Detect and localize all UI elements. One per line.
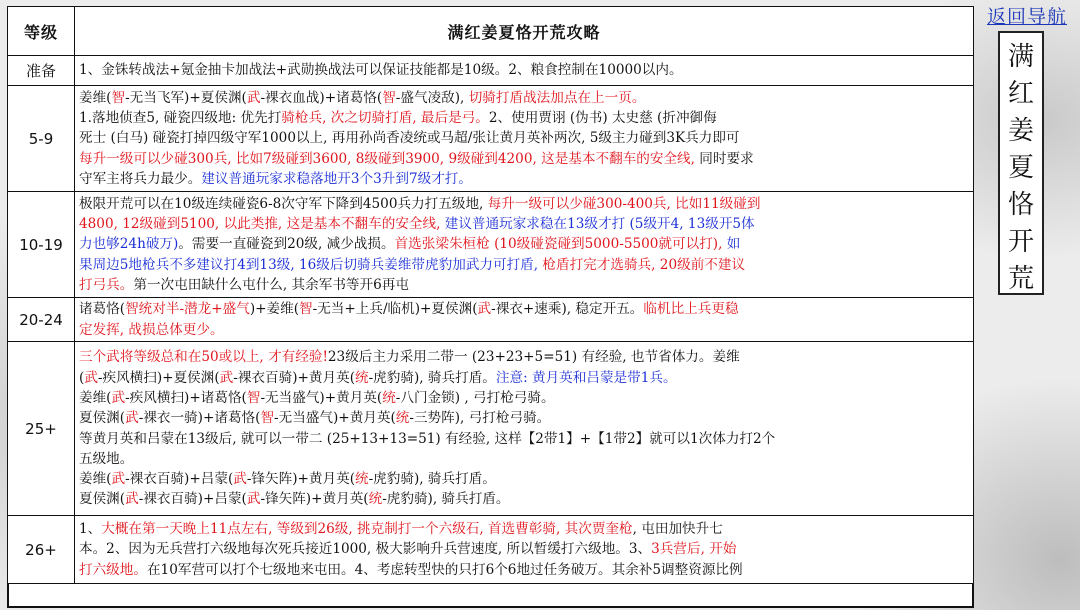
highlight-red: 3兵营后, 开始 <box>651 541 737 558</box>
text-segment: -无当盛气)+黄月英( <box>260 389 383 406</box>
highlight-blue: 注意: 黄月英和吕蒙是带1兵。 <box>495 369 677 386</box>
text-segment: 等黄月英和吕蒙在13级后, 就可以一带二 (25+13+13=51) 有经验, 这样【2带1】+【1带2】就可以1次体力打2个 <box>79 430 776 447</box>
vertical-title <box>998 31 1044 295</box>
text-segment: -裸衣+速乘), 稳定开五。 <box>491 301 644 318</box>
table-header-row <box>8 7 974 56</box>
text-segment: -盛气凌敌), <box>395 89 469 106</box>
text-segment: -裸衣百骑)+黄月英( <box>233 369 355 386</box>
table-row <box>8 298 974 342</box>
row-level: 26+ <box>8 516 75 584</box>
highlight-red: 智 <box>111 89 126 106</box>
highlight-blue: 果周边5地枪兵不多建议打4到13级, 16级后切骑兵姜维带虎豹加武力可打盾, <box>79 256 543 273</box>
text-segment: -裸衣一骑)+诸葛恪( <box>138 410 261 427</box>
text-segment: 1、 <box>79 521 102 538</box>
text-segment: 极限开荒可以在10级连续碰瓷6-8次守军下降到4500兵力打五级地, <box>79 195 488 212</box>
title-char: 夏 <box>1007 153 1034 183</box>
table-body <box>8 56 974 584</box>
highlight-blue: 力也够24h破万) <box>79 236 179 253</box>
title-char: 姜 <box>1007 116 1034 146</box>
text-segment: -虎豹骑), 骑兵打盾。 <box>382 491 510 508</box>
text-segment: )+姜维( <box>249 301 300 318</box>
text-line <box>79 347 969 367</box>
highlight-red: 统 <box>395 410 410 427</box>
text-line <box>79 368 969 388</box>
text-line <box>79 539 969 559</box>
text-line <box>79 275 969 295</box>
highlight-red: 打六级地。 <box>79 561 147 578</box>
table-row <box>8 516 974 584</box>
row-level: 20-24 <box>8 298 75 342</box>
highlight-red: 临机比上兵更稳 <box>643 301 739 318</box>
text-line <box>79 449 969 469</box>
text-line <box>79 234 969 254</box>
text-segment: 姜维( <box>79 389 112 406</box>
highlight-red: 武 <box>84 369 98 386</box>
title-char: 红 <box>1007 79 1034 109</box>
text-segment: -三势阵), 弓打枪弓骑。 <box>409 410 551 427</box>
row-content <box>75 192 974 298</box>
highlight-red: 武 <box>219 369 234 386</box>
highlight-red: 武 <box>125 491 139 508</box>
highlight-red: 统 <box>368 491 383 508</box>
text-segment: -裸衣百骑)+吕蒙( <box>138 491 247 508</box>
highlight-red: 切骑打盾战法加点在上一页。 <box>468 89 646 106</box>
text-segment: -疾风横扫)+诸葛恪( <box>125 389 247 406</box>
text-line <box>79 194 969 214</box>
highlight-red: 武 <box>477 301 492 318</box>
highlight-red: 大概在第一天晚上11点左右, 等级到26级, 挑克制打一个六级石, 首选曹彰骑, 其次贾奎枪 <box>101 521 633 538</box>
text-line <box>79 519 969 539</box>
text-segment: ( <box>79 369 85 386</box>
table-row <box>8 86 974 192</box>
highlight-red: 武 <box>111 389 126 406</box>
text-segment: -疾风横扫)+夏侯渊( <box>97 369 220 386</box>
text-segment: 。需要一直碰瓷到20级, 减少战损。 <box>178 236 395 253</box>
text-segment: 诸葛恪( <box>79 301 126 318</box>
text-line <box>79 214 969 234</box>
row-content <box>75 516 974 584</box>
title-char: 恪 <box>1007 190 1034 220</box>
text-line <box>79 560 969 580</box>
highlight-red: 武 <box>111 471 126 488</box>
table-row <box>8 192 974 298</box>
highlight-blue: 建议普通玩家求稳在13级才打 (5级开4, 13级开5体 <box>444 216 755 233</box>
highlight-blue: 如 <box>726 236 741 253</box>
text-segment: 本。2、因为无兵营打六级地每次死兵接近1000, 极大影响升兵营速度, 所以暂缓打六级地。3、 <box>79 541 652 558</box>
highlight-red: 每升一级可以少碰300兵, 比如7级碰到3600, 8级碰到3900, 9级碰到4200, 这是基本不翻车的安全线, <box>79 150 700 167</box>
title-char: 开 <box>1007 227 1034 257</box>
highlight-red: 统 <box>382 389 396 406</box>
highlight-red: 统 <box>355 471 369 488</box>
title-char: 荒 <box>1007 264 1034 294</box>
header-level: 等级 <box>8 7 75 56</box>
highlight-red: 智 <box>246 389 261 406</box>
text-segment: 姜维( <box>79 89 112 106</box>
text-line <box>79 108 969 128</box>
text-line <box>79 489 969 509</box>
text-segment: 同时要求 <box>699 150 754 167</box>
text-segment: 五级地。 <box>79 450 134 467</box>
text-segment: 1.落地侦查5, 碰瓷四级地: 优先打 <box>79 110 282 127</box>
text-segment: 守军主将兵力最少。 <box>79 170 202 187</box>
row-level: 10-19 <box>8 192 75 298</box>
text-line <box>79 388 969 408</box>
row-level: 5-9 <box>8 86 75 192</box>
text-line <box>79 469 969 489</box>
text-segment: 死士 (白马) 碰瓷打掉四级守军1000以上, 再用孙尚香凌统或马超/张让黄月英补两次, 5级主力碰到3K兵力即可 <box>79 130 740 147</box>
text-segment: -八门金锁) , 弓打枪弓骑。 <box>395 389 555 406</box>
text-segment: 姜维( <box>79 471 112 488</box>
highlight-red: 打弓兵。 <box>79 276 134 293</box>
highlight-red: 统 <box>355 369 369 386</box>
header-title: 满红姜夏恪开荒攻略 <box>75 7 974 56</box>
highlight-red: 每升一级可以少碰300-400兵, 比如11级碰到 <box>487 195 761 212</box>
table-row <box>8 342 974 516</box>
highlight-red: 智 <box>260 410 275 427</box>
text-segment: , 屯田加快升七 <box>632 521 723 538</box>
highlight-red: 首选张梁朱桓枪 (10级碰瓷碰到5000-5500就可以打), <box>394 236 727 253</box>
text-segment: -锋矢阵)+黄月英( <box>260 491 369 508</box>
highlight-red: 三个武将等级总和在50或以上, 才有经验! <box>79 349 328 366</box>
text-line <box>79 299 969 319</box>
text-segment: -无当盛气)+黄月英( <box>274 410 396 427</box>
text-segment: -无当飞军)+夏侯渊( <box>125 89 247 106</box>
text-segment: 夏侯渊( <box>79 491 126 508</box>
text-segment: 1、金铢转战法+氪金抽卡加战法+武勋换战法可以保证技能都是10级。2、粮食控制在10000以内。 <box>79 62 683 79</box>
row-content <box>75 298 974 342</box>
text-line <box>79 169 969 189</box>
text-segment: 第一次屯田缺什么屯什么, 其余军书等开6再屯 <box>133 276 409 293</box>
strategy-table <box>7 6 974 584</box>
text-line <box>79 429 969 449</box>
highlight-red: 智 <box>299 301 313 318</box>
text-segment: -虎豹骑), 骑兵打盾。 <box>368 369 496 386</box>
highlight-red: 4800, 12级碰到5100, 以此类推, 这是基本不翻车的安全线, <box>79 216 445 233</box>
text-segment: 2、使用贾诩 (伪书) 太史慈 (折冲御侮 <box>488 110 717 127</box>
highlight-blue: 建议普通玩家求稳落地开3个3升到7级才打。 <box>201 170 472 187</box>
text-line <box>79 255 969 275</box>
text-segment: -锋矢阵)+黄月英( <box>246 471 355 488</box>
highlight-red: 武 <box>233 471 247 488</box>
text-segment: 夏侯渊( <box>79 410 126 427</box>
highlight-red: 武 <box>125 410 139 427</box>
row-level: 25+ <box>8 342 75 516</box>
text-segment: 在10军营可以打个七级地来屯田。4、考虑转型快的只打6个6地过任务破万。其余补5调整资源比例 <box>146 561 743 578</box>
text-line <box>79 149 969 169</box>
text-segment: 23级后主力采用二带一 (23+23+5=51) 有经验, 也节省体力。姜维 <box>327 349 740 366</box>
text-line <box>79 88 969 108</box>
row-level: 准备 <box>8 56 75 86</box>
text-line <box>79 408 969 428</box>
text-segment: -无当+上兵/临机)+夏侯渊( <box>312 301 478 318</box>
highlight-red: 定发挥, 战损总体更少。 <box>79 321 224 338</box>
back-to-nav-link[interactable]: 返回导航 <box>986 6 1067 28</box>
text-line <box>79 60 969 80</box>
text-line <box>79 128 969 148</box>
row-content <box>75 342 974 516</box>
highlight-red: 武 <box>246 89 261 106</box>
text-segment: -裸衣血战)+诸葛恪( <box>260 89 383 106</box>
highlight-red: 武 <box>246 491 261 508</box>
text-segment: -虎豹骑), 骑兵打盾。 <box>368 471 496 488</box>
text-line <box>79 320 969 340</box>
highlight-red: 智 <box>382 89 396 106</box>
row-content <box>75 56 974 86</box>
row-content <box>75 86 974 192</box>
highlight-red: 枪盾打完才选骑兵, 20级前不建议 <box>542 256 746 273</box>
title-char: 满 <box>1007 42 1034 72</box>
highlight-red: 骑枪兵, 次之切骑打盾, 最后是弓。 <box>281 110 489 127</box>
table-row <box>8 56 974 86</box>
text-segment: -裸衣百骑)+吕蒙( <box>125 471 234 488</box>
highlight-red: 智统对半-潜龙+盛气 <box>125 301 250 318</box>
